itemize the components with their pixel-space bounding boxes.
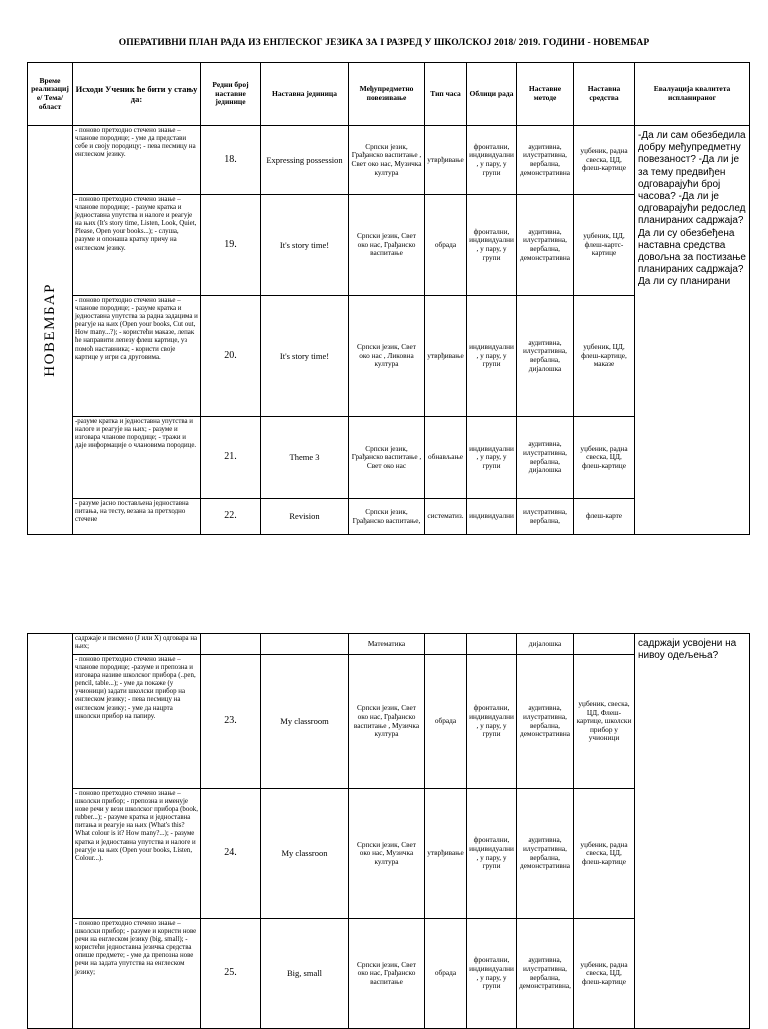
forms-cell: фронтални, индивидуални, у пару, у групи: [467, 195, 517, 296]
type-cell: обрада: [425, 655, 467, 789]
type-cell: утврђивање: [425, 126, 467, 195]
type-cell: обрада: [425, 919, 467, 1029]
unit-cell: Revision: [261, 499, 349, 535]
lesson-number: 18.: [201, 126, 261, 195]
empty-cell: [261, 634, 349, 655]
lesson-number: 24.: [201, 789, 261, 919]
methods-cell: илустративна, вербална,: [517, 499, 574, 535]
forms-cell: фронтални, индивидуални, у пару, у групи: [467, 919, 517, 1029]
outcomes-cell: - поново претходно стечено знање – чланове породице; - уме да представи себе и своју породицу; - пева песмицу на енглеском језику.: [73, 126, 201, 195]
empty-cell: [425, 634, 467, 655]
outcomes-cell: - разуме јасно постављена једноставна питања, на тесту, везана за претходно стечене: [73, 499, 201, 535]
intersubject-cell: Српски језик, Свет око нас, Грађанско васпитање: [349, 919, 425, 1029]
unit-cell: My classroon: [261, 789, 349, 919]
header-lesson-number: Редни број наставне јединице: [201, 63, 261, 126]
unit-cell: It's story time!: [261, 296, 349, 417]
unit-cell: My classroom: [261, 655, 349, 789]
empty-cell: [467, 634, 517, 655]
forms-cell: индивидуални, у пару, у групи: [467, 296, 517, 417]
aids-cell: уџбеник, ЦД, флеш-картице, маказе: [574, 296, 635, 417]
intersubject-cell: Математика: [349, 634, 425, 655]
aids-cell: уџбеник, радна свеска, ЦД, флеш-картице: [574, 417, 635, 499]
type-cell: утврђивање: [425, 296, 467, 417]
outcomes-cell: садржаје и писмено (Ј или Х) одговара на њих;: [73, 634, 201, 655]
methods-cell: дијалошка: [517, 634, 574, 655]
outcomes-cell: - поново претходно стечено знање – чланове породице; - разуме кратка и једноставна упутства и налоге и реагује на њих (It's story time, Listen, Look, Quiet, Please, Open your books...); - слуша, разуме и опонаша кратку причу на енглеском језику.: [73, 195, 201, 296]
forms-cell: индивидуални, у пару, у групи: [467, 417, 517, 499]
empty-cell: [201, 634, 261, 655]
evaluation-cell-continued: [635, 634, 750, 1029]
header-unit: Наставна јединица: [261, 63, 349, 126]
continuation-row: [28, 634, 750, 655]
outcomes-cell: - поново претходно стечено знање – чланове породице; - разуме кратка и једноставна упутства за радна задацима и реагује на њих (Open your books, Cut out, How many...?); - користећи маказе, лепак ће направити лепезу флеш картице, уз помоћ наставника; - користи своје картице у игри са друговима.: [73, 296, 201, 417]
lesson-number: 23.: [201, 655, 261, 789]
plan-table-page-1: [27, 62, 750, 535]
plan-table-page-2: [27, 633, 750, 1029]
lesson-number: 20.: [201, 296, 261, 417]
intersubject-cell: Српски језик, Свет око нас, Грађанско васпитање , Музичка култура: [349, 655, 425, 789]
methods-cell: аудитивна, илустративна, вербална, демонстративна: [517, 126, 574, 195]
aids-cell: уџбеник, ЦД, флеш-картс-картице: [574, 195, 635, 296]
header-aids: Наставна средства: [574, 63, 635, 126]
document-title: ОПЕРАТИВНИ ПЛАН РАДА ИЗ ЕНГЛЕСКОГ ЈЕЗИКА ЗА I РАЗРЕД У ШКОЛСКОЈ 2018/ 2019. ГОДИНИ - НОВЕМБАР: [118, 38, 650, 48]
methods-cell: аудитивна, илустративна, вербална, дијалошка: [517, 417, 574, 499]
unit-cell: Theme 3: [261, 417, 349, 499]
methods-cell: аудитивна, илустративна, вербална, демонстративна,: [517, 919, 574, 1029]
intersubject-cell: Српски језик, Свет око нас, Грађанско васпитање: [349, 195, 425, 296]
header-outcomes: Исходи Ученик ће бити у стању да:: [73, 63, 201, 126]
outcomes-cell: - поново претходно стечено знање – чланове породице; -разуме и препозна и изговара називе школског прибора (..pen, pencil, table...); - уме да покаже (у учионици) задати школски прибор на енглеском језику; - пева песмицу на енглеском језику; - уме да нацрта школски прибор на папиру.: [73, 655, 201, 789]
type-cell: систематиз.: [425, 499, 467, 535]
aids-cell: уџбеник, радна свеска, ЦД, флеш-картице: [574, 789, 635, 919]
outcomes-cell: - поново претходно стечено знање – школски прибор; - препозна и именује нове речи у вези школског прибора (book, rubber...); - разуме кратка и једноставна питања и реагује на њих (What's this? What colour is it? How many?...); - разуме кратка и једноставна упутства и налоге и реагује на њих (Open your books, Listen, Colour...).: [73, 789, 201, 919]
forms-cell: фронтални, индивидуални, у пару, у групи: [467, 655, 517, 789]
header-type: Тип часа: [425, 63, 467, 126]
table-row: [28, 126, 750, 195]
methods-cell: аудитивна, илустративна, вербална, демонстративна: [517, 655, 574, 789]
empty-cell: [574, 634, 635, 655]
header-evaluation: Евалуација квалитета испланираног: [635, 63, 750, 126]
type-cell: утврђивање: [425, 789, 467, 919]
unit-cell: Expressing possession: [261, 126, 349, 195]
forms-cell: фронтални, индивидуални, у пару, у групи: [467, 789, 517, 919]
month-cell-continued: [28, 634, 73, 1029]
month-label: НОВЕМБАР: [41, 283, 58, 377]
header-methods: Наставне методе: [517, 63, 574, 126]
intersubject-cell: Српски језик, Свет око нас, Музичка култура: [349, 789, 425, 919]
forms-cell: фронтални, индивидуални, у пару, у групи: [467, 126, 517, 195]
intersubject-cell: Српски језик, Грађанско васпитање , Свет око нас: [349, 417, 425, 499]
header-time: Време реализације/ Тема/ област: [28, 63, 73, 126]
outcomes-cell: -разуме кратка и једноставна упутства и налоге и реагује на њих; - разуме и изговара чланове породице; - тражи и даје информације о члановима породице.: [73, 417, 201, 499]
aids-cell: уџбеник, радна свеска, ЦД, флеш-картице: [574, 919, 635, 1029]
type-cell: обнављање: [425, 417, 467, 499]
lesson-number: 21.: [201, 417, 261, 499]
unit-cell: Big, small: [261, 919, 349, 1029]
evaluation-text: -Да ли сам обезбедила добру међупредметну повезаност? -Да ли је за тему предвиђен одговарајући број часова? -Да ли је одговарајући редослед планираних садржаја? Да ли су обезбеђена наставна средства довољна за постизање планираних садржаја? Да ли су планирани: [638, 130, 746, 288]
methods-cell: аудитивна, илустративна, вербална, дијалошка: [517, 296, 574, 417]
type-cell: обрада: [425, 195, 467, 296]
header-forms: Облици рада: [467, 63, 517, 126]
lesson-number: 25.: [201, 919, 261, 1029]
unit-cell: It's story time!: [261, 195, 349, 296]
intersubject-cell: Српски језик, Грађанско васпитање , Свет око нас, Музичка култура: [349, 126, 425, 195]
methods-cell: аудитивна, илустративна, вербална, демонстративна: [517, 195, 574, 296]
header-intersubject: Међупредметно повезивање: [349, 63, 425, 126]
outcomes-cell: - поново претходно стечено знање – школски прибор; - разуме и користи нове речи на енглеском језику (big, small); - користећи једноставна језичка средства опише предмете; - уме да препозна нове речи на задата упутства на енглеском језику;: [73, 919, 201, 1029]
evaluation-cell: [635, 126, 750, 535]
aids-cell: уџбеник, свеска, ЦД, Флеш-картице, школски прибор у учионици: [574, 655, 635, 789]
header-row: [28, 63, 750, 126]
lesson-number: 22.: [201, 499, 261, 535]
methods-cell: аудитивна, илустративна, вербална, демонстративна: [517, 789, 574, 919]
intersubject-cell: Српски језик, Свет око нас , Ликовна култура: [349, 296, 425, 417]
forms-cell: индивидуални: [467, 499, 517, 535]
aids-cell: уџбеник, радна свеска, ЦД, флеш-картице: [574, 126, 635, 195]
aids-cell: флеш-карте: [574, 499, 635, 535]
lesson-number: 19.: [201, 195, 261, 296]
month-cell: [28, 126, 73, 535]
intersubject-cell: Српски језик, Грађанско васпитање,: [349, 499, 425, 535]
evaluation-text-continued: садржаји усвојени на нивоу одељења?: [638, 638, 737, 662]
